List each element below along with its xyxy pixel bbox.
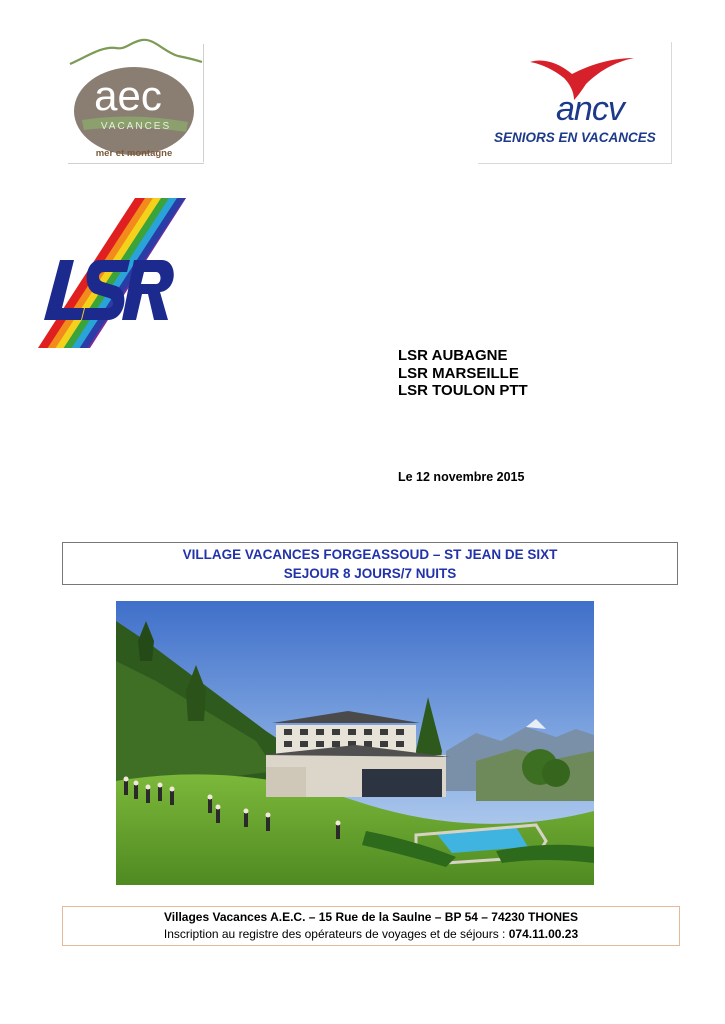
recipient-line: LSR MARSEILLE — [398, 364, 519, 382]
recipient-line: LSR TOULON PTT — [398, 382, 528, 399]
aec-logo-graphic — [68, 38, 204, 164]
title-line-1: VILLAGE VACANCES FORGEASSOUD – ST JEAN DE SIXT — [182, 547, 558, 562]
footer-registration-text: Inscription au registre des opérateurs de voyages et de séjours : — [163, 927, 509, 941]
recipient-block — [398, 347, 528, 400]
footer-registration-number: 074.11.00.23 — [508, 927, 579, 941]
aec-logo — [68, 38, 204, 164]
lsr-logo — [38, 198, 186, 348]
footer-registration — [63, 926, 679, 943]
footer-address: Villages Vacances A.E.C. – 15 Rue de la Saulne – BP 54 – 74230 THONES — [164, 910, 578, 924]
title-line-2: SEJOUR 8 JOURS/7 NUITS — [283, 566, 457, 581]
lsr-logo-graphic — [38, 198, 186, 348]
ancv-word: ancv — [556, 90, 624, 128]
title-box — [62, 542, 678, 585]
aec-main-text: aec — [94, 72, 162, 119]
ancv-logo — [478, 42, 672, 164]
footer-box — [62, 906, 680, 946]
aec-tagline: mer et montagne — [95, 148, 173, 159]
recipient-line: LSR AUBAGNE — [398, 347, 508, 364]
letter-date: Le 12 novembre 2015 — [398, 470, 525, 484]
ancv-subtitle: SENIORS EN VACANCES — [494, 130, 656, 145]
mountain-village-hotel-photo — [116, 601, 594, 885]
aec-band-text: VACANCES — [100, 121, 172, 132]
